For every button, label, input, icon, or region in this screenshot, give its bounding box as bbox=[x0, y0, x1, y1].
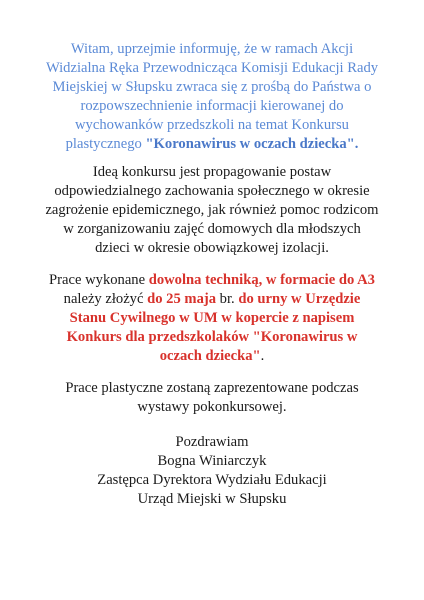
signer-title: Zastępca Dyrektora Wydziału Edukacji bbox=[97, 472, 327, 488]
idea-line: odpowiedzialnego zachowania społecznego w okresie bbox=[54, 183, 370, 199]
idea-line: zagrożenie epidemicznego, jak również pomoc rodzicom bbox=[45, 202, 379, 218]
intro-line: Miejskiej w Słupsku zwraca się z prośbą do Państwa o bbox=[52, 79, 372, 95]
submission-text: . bbox=[260, 348, 265, 364]
technique-format-highlight: dowolna techniką, w formacie do A3 bbox=[148, 272, 375, 288]
submission-text: należy złożyć bbox=[63, 291, 148, 307]
signer-name: Bogna Winiarczyk bbox=[157, 453, 267, 469]
exhibition-line: Prace plastyczne zostaną zaprezentowane podczas bbox=[65, 380, 359, 396]
exhibition-paragraph bbox=[10, 379, 414, 417]
deadline-highlight: do 25 maja bbox=[147, 291, 217, 307]
exhibition-line: wystawy pokonkursowej. bbox=[137, 399, 287, 415]
submission-paragraph bbox=[10, 271, 414, 366]
intro-line: wychowanków przedszkoli na temat Konkursu bbox=[75, 117, 349, 133]
signer-office: Urząd Miejski w Słupsku bbox=[137, 491, 287, 507]
intro-line-last bbox=[10, 135, 414, 154]
submission-text: br. bbox=[216, 291, 239, 307]
location-highlight: do urny w Urzędzie bbox=[238, 291, 361, 307]
intro-line: Witam, uprzejmie informuję, że w ramach Akcji bbox=[70, 41, 354, 57]
submission-text: Prace wykonane bbox=[49, 272, 149, 288]
envelope-label-highlight-end: oczach dziecka" bbox=[159, 348, 261, 364]
intro-paragraph bbox=[10, 40, 414, 154]
idea-line: Ideą konkursu jest propagowanie postaw bbox=[92, 164, 332, 180]
signature-block bbox=[10, 433, 414, 509]
envelope-label-highlight: Konkurs dla przedszkolaków "Koronawirus w bbox=[66, 329, 358, 345]
intro-line: Widzialna Ręka Przewodnicząca Komisji Edukacji Rady bbox=[45, 60, 379, 76]
intro-line: rozpowszechnienie informacji kierowanej do bbox=[80, 98, 344, 114]
idea-paragraph bbox=[10, 163, 414, 258]
intro-last-prefix: plastycznego bbox=[65, 136, 146, 152]
idea-line: dzieci w okresie obowiązkowej izolacji. bbox=[95, 240, 329, 256]
contest-title: "Koronawirus w oczach dziecka". bbox=[145, 136, 359, 152]
submission-line bbox=[10, 347, 414, 366]
location-highlight-line: Stanu Cywilnego w UM w kopercie z napisem bbox=[69, 310, 355, 326]
submission-line bbox=[10, 290, 414, 309]
idea-line: w zorganizowaniu zajęć domowych dla młodszych bbox=[63, 221, 361, 237]
greeting: Pozdrawiam bbox=[175, 434, 249, 450]
submission-line bbox=[10, 271, 414, 290]
